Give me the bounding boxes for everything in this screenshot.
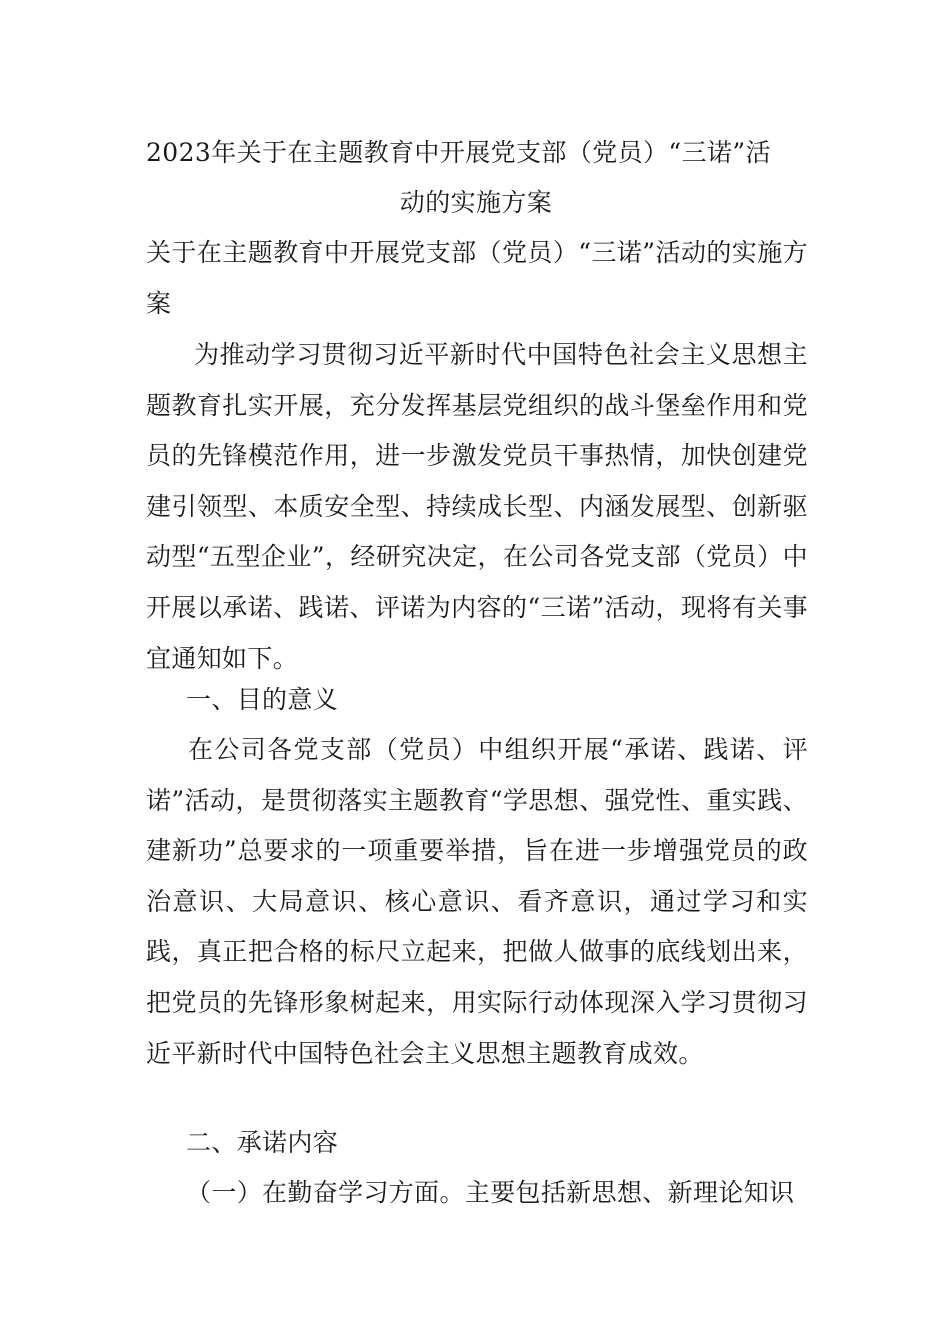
paragraph-purpose: 在公司各党支部（党员）中组织开展“承诺、践诺、评诺”活动，是贯彻落实主题教育“学思想、强党性、重实践、建新功”总要求的一项重要举措，旨在进一步增强党员的政治意识、大局意识、核心意识、看齐意识，通过学习和实践，真正把合格的标尺立起来，把做人做事的底线划出来，把党员的先锋形象树起来，用实际行动体现深入学习贯彻习近平新时代中国特色社会主义思想主题教育成效。 [146,735,808,1068]
paragraph-commitment-item-1: （一）在勤奋学习方面。主要包括新思想、新理论知识 [186,1178,795,1207]
document-title-line-2: 动的实施方案 [399,188,553,217]
document-title-line-1: 2023年关于在主题教育中开展党支部（党员）“三诺”活 [146,138,771,167]
paragraph-intro: 为推动学习贯彻习近平新时代中国特色社会主义思想主题教育扎实开展，充分发挥基层党组织的战斗堡垒作用和党员的先锋模范作用，进一步激发党员干事热情，加快创建党建引领型、本质安全型、持续成长型、内涵发展型、创新驱动型“五型企业”，经研究决定，在公司各党支部（党员）中开展以承诺、践诺、评诺为内容的“三诺”活动，现将有关事宜通知如下。 [146,340,808,673]
document-subtitle: 关于在主题教育中开展党支部（党员）“三诺”活动的实施方案 [146,238,808,318]
section-heading-purpose: 一、目的意义 [186,685,339,714]
section-heading-commitment: 二、承诺内容 [186,1128,339,1157]
